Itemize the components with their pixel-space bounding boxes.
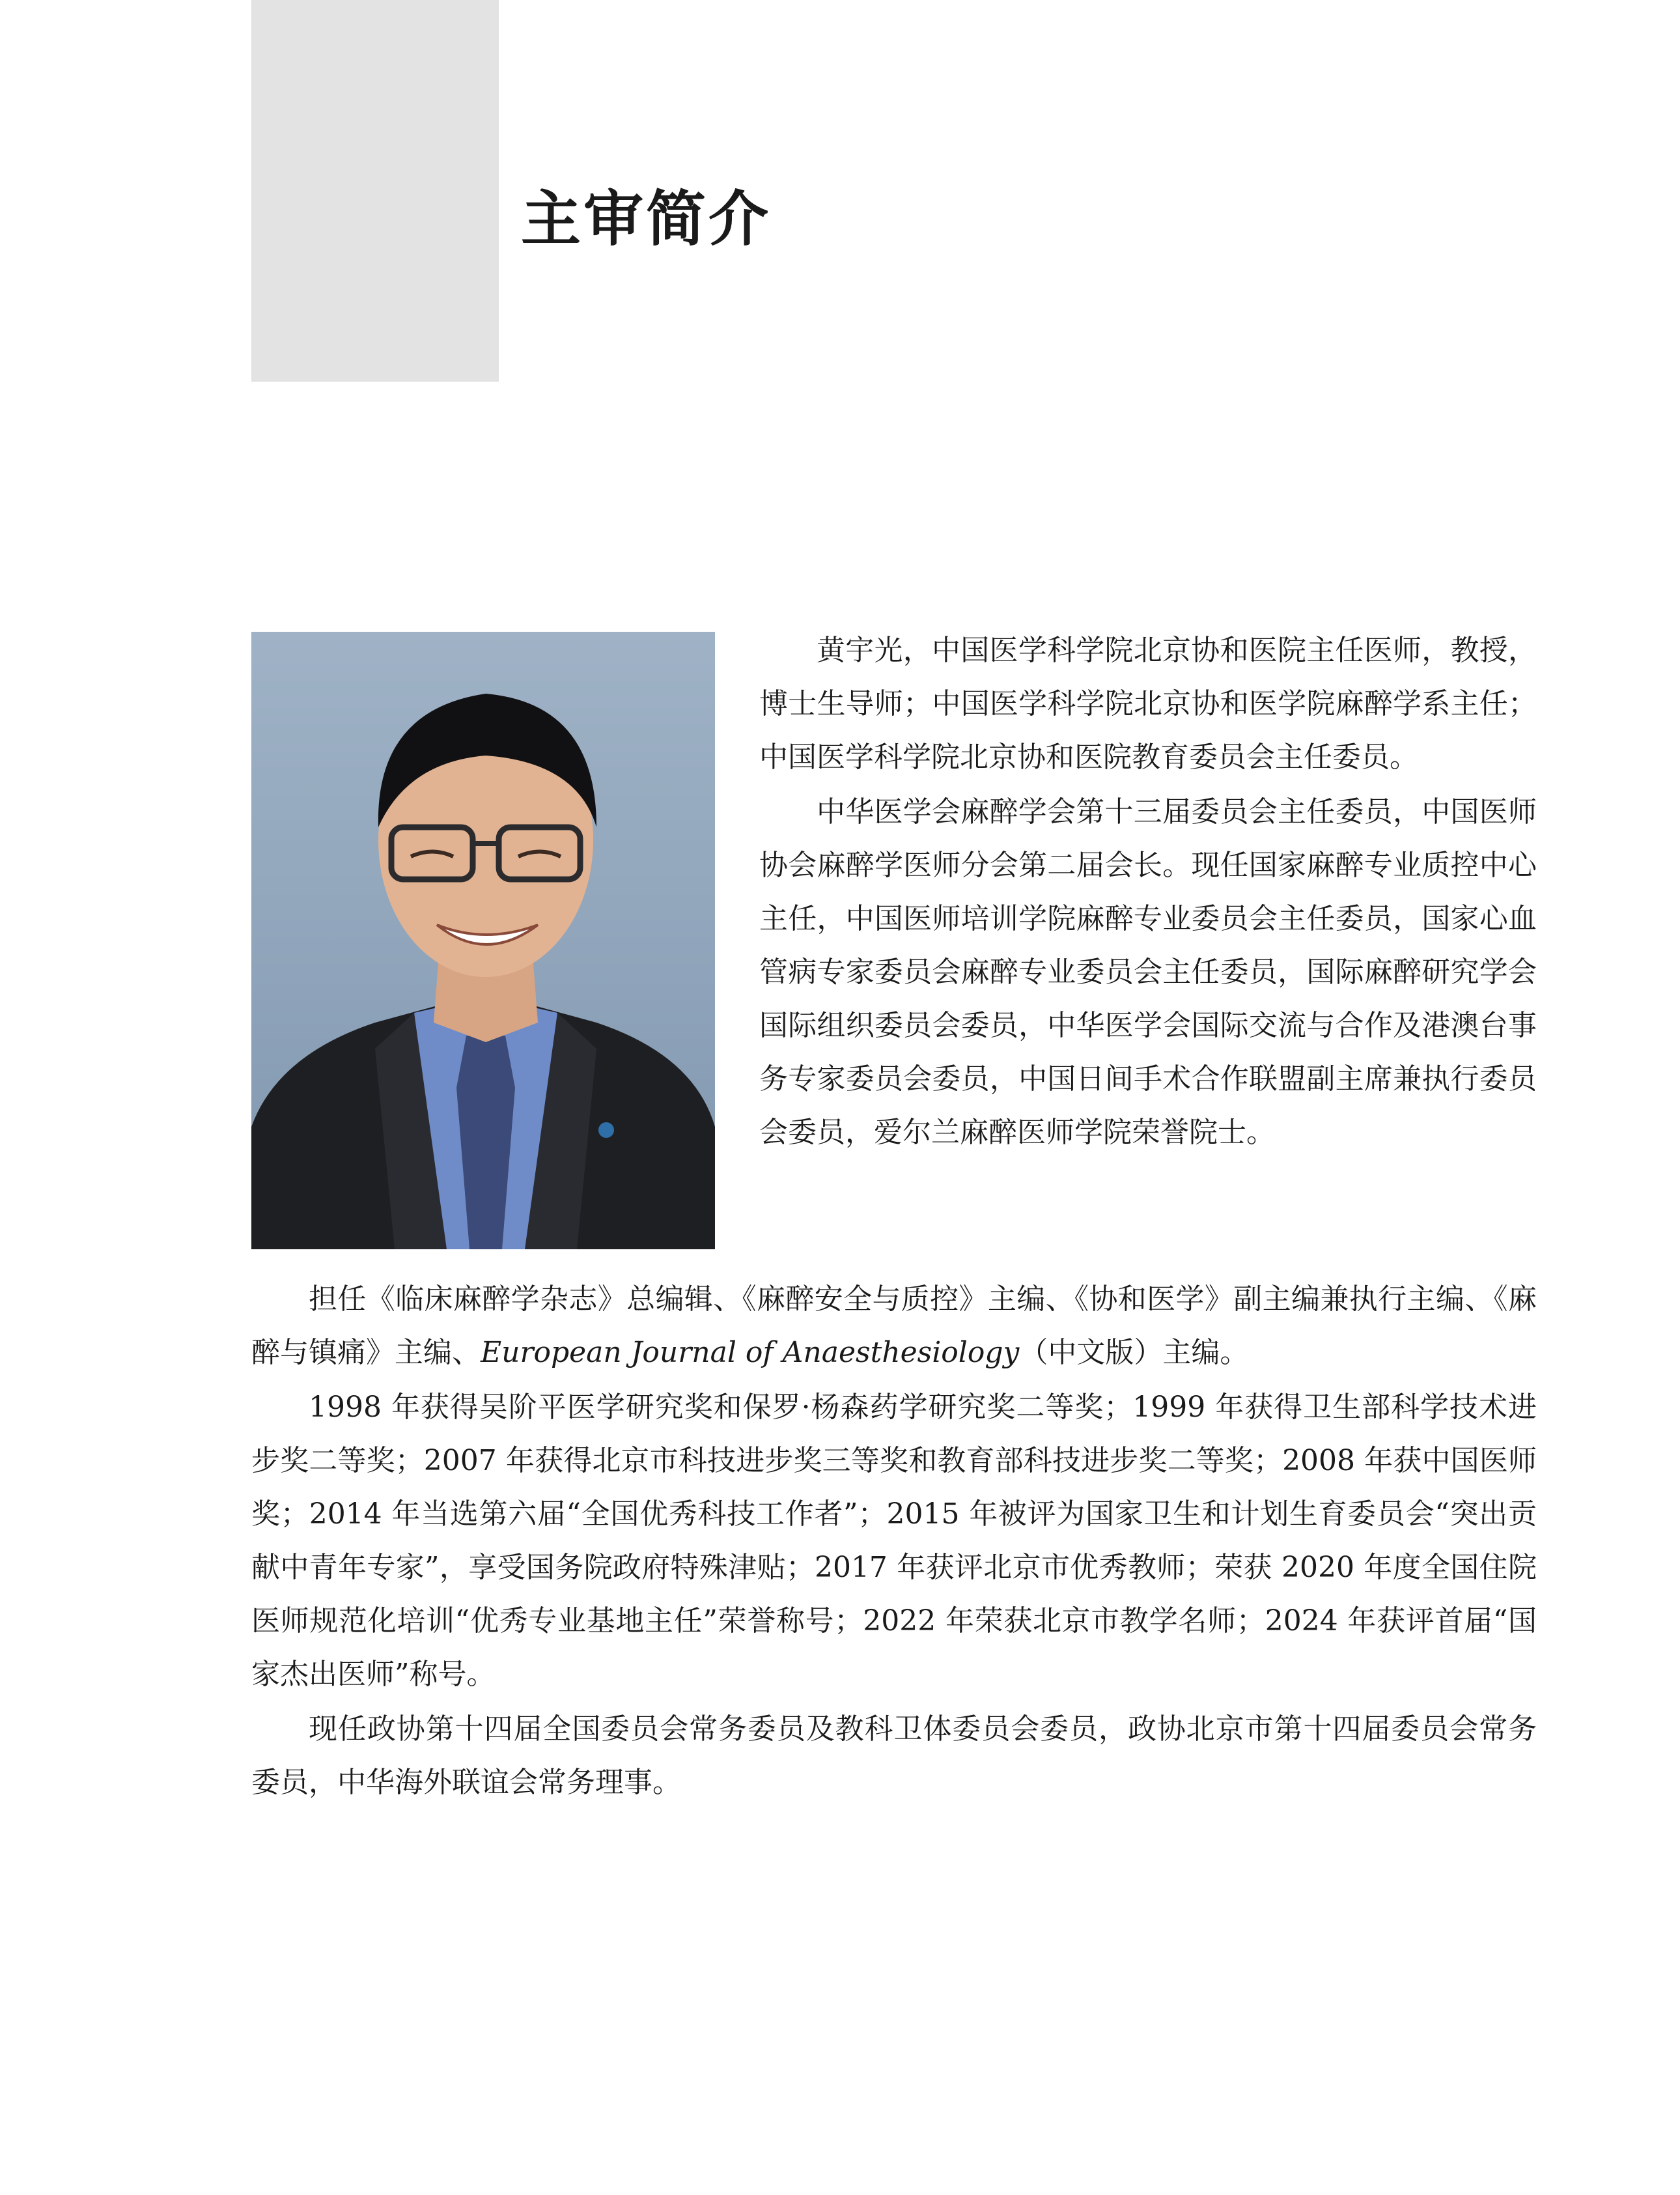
bio-paragraph-awards: 1998 年获得吴阶平医学研究奖和保罗·杨森药学研究奖二等奖；1999 年获得卫生部科学技术进步奖二等奖；2007 年获得北京市科技进步奖三等奖和教育部科技进步奖二等奖；2008 年获中国医师奖；2014 年当选第六届“全国优秀科技工作者”；2015 年被评为国家卫生和计划生育委员会“突出贡献中青年专家”，享受国务院政府特殊津贴；2017 年获评北京市优秀教师；荣获 2020 年度全国住院医师规范化培训“优秀专业基地主任”荣誉称号；2022 年荣获北京市教学名师；2024 年获评首届“国家杰出医师”称号。 bbox=[251, 1391, 1537, 1691]
title-decor-block bbox=[251, 0, 499, 382]
page-title: 主审简介 bbox=[521, 184, 772, 254]
bio-paragraph-intro: 黄宇光，中国医学科学院北京协和医院主任医师，教授，博士生导师；中国医学科学院北京协和医学院麻醉学系主任；中国医学科学院北京协和医院教育委员会主任委员。 bbox=[759, 634, 1537, 774]
editorial-text-part2: （中文版）主编。 bbox=[1019, 1336, 1249, 1369]
bio-full-width-text bbox=[251, 1273, 1537, 1809]
bio-paragraph-positions: 中华医学会麻醉学会第十三届委员会主任委员，中国医师协会麻醉学医师分会第二届会长。现任国家麻醉专业质控中心主任，中国医师培训学院麻醉专业委员会主任委员，国家心血管病专家委员会麻醉专业委员会主任委员，国际麻醉研究学会国际组织委员会委员，中华医学会国际交流与合作及港澳台事务专家委员会委员，中国日间手术合作联盟副主席兼执行委员会委员，爱尔兰麻醉医师学院荣誉院士。 bbox=[759, 795, 1537, 1149]
editorial-text-part1: 担任《临床麻醉学杂志》总编辑、《麻醉安全与质控》主编、《协和医学》副主编兼执行主编、《麻醉与镇痛》主编、 bbox=[251, 1282, 1537, 1369]
bio-paragraph-current-roles: 现任政协第十四届全国委员会常务委员及教科卫体委员会委员，政协北京市第十四届委员会常务委员，中华海外联谊会常务理事。 bbox=[251, 1712, 1537, 1799]
bio-paragraph-editorial bbox=[251, 1273, 1537, 1380]
journal-name: European Journal of Anaesthesiology bbox=[481, 1336, 1020, 1369]
bio-intro-column bbox=[759, 624, 1537, 1159]
portrait-photo bbox=[251, 632, 715, 1249]
